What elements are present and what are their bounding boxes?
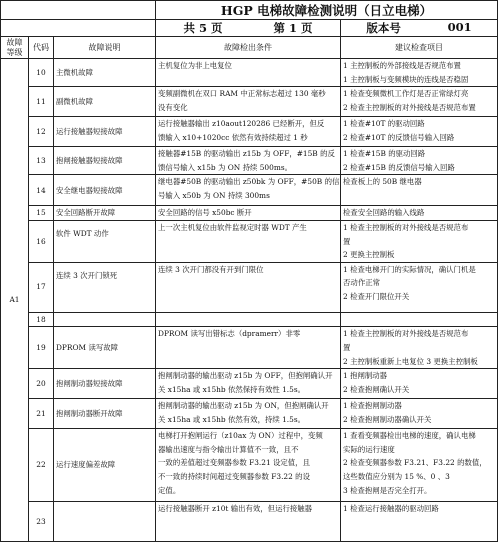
fault-condition bbox=[156, 175, 341, 206]
condition-line: 一致的差值超过变频器参数 F3.21 设定值，且 bbox=[158, 458, 310, 468]
suggestion-line: 1 抱闸制动器 bbox=[343, 371, 388, 381]
suggestion-line: 1 检查变频微机工作灯是否正常绿灯亮 bbox=[343, 89, 469, 99]
fault-suggestion bbox=[341, 175, 498, 206]
fault-rows bbox=[1, 59, 498, 542]
condition-line: 抱闸制动器的输出驱动 z15b 为 OFF，但抱闸确认开 bbox=[158, 371, 333, 381]
version-number: 001 bbox=[447, 20, 472, 34]
fault-condition bbox=[156, 502, 341, 542]
suggestion-line: 2 主控制板重新上电复位 3 更换主控制板 bbox=[343, 356, 478, 366]
condition-line: 接触器#15B 的驱动输出 z15b 为 OFF，#15B 的反 bbox=[158, 149, 335, 159]
suggestion-line: 2 检查#15B 的反馈信号输入回路 bbox=[343, 162, 455, 172]
suggestion-line: 1 主控制板的外部接线是否规范布置 bbox=[343, 61, 461, 70]
fault-suggestion bbox=[341, 262, 498, 312]
fault-row bbox=[1, 327, 498, 369]
condition-line: 关 x15ha 或 x15hb 依然有效，持续 1.5s。 bbox=[158, 414, 306, 424]
suggestion-line: 实际的运行速度 bbox=[343, 444, 395, 454]
condition-line: 没有变化 bbox=[158, 102, 188, 112]
condition-line: 馈信号输入 x15b 为 ON 持续 500ms。 bbox=[158, 162, 293, 172]
suggestion-line: 置 bbox=[343, 342, 351, 352]
condition-line: 不一致的持续时间超过变频器参数 F3.22 的设 bbox=[158, 471, 310, 481]
condition-line: 运行接触器断开 z10t 输出有效，但运行接触器 bbox=[158, 504, 313, 514]
fault-suggestion bbox=[341, 117, 498, 147]
condition-line: 定值。 bbox=[158, 485, 181, 495]
suggestion-line: 1 检查运行接触器的驱动回路 bbox=[343, 504, 439, 514]
fault-code: 17 bbox=[29, 262, 54, 312]
fault-suggestion bbox=[341, 369, 498, 399]
fault-code: 19 bbox=[29, 327, 54, 369]
fault-row bbox=[1, 206, 498, 221]
fault-row bbox=[1, 312, 498, 327]
fault-code: 15 bbox=[29, 206, 54, 221]
fault-code: 13 bbox=[29, 147, 54, 175]
fault-name: DPROM 读写故障 bbox=[54, 327, 156, 369]
suggestion-line: 2 检查开门限位开关 bbox=[343, 291, 410, 301]
suggestion-line: 1 检查#15B 的驱动回路 bbox=[343, 149, 426, 159]
fault-condition bbox=[156, 220, 341, 262]
fault-condition bbox=[156, 399, 341, 429]
fault-suggestion bbox=[341, 399, 498, 429]
col-condition: 故障检出条件 bbox=[156, 37, 341, 59]
fault-condition bbox=[156, 147, 341, 175]
fault-name: 抱闸接触器短接故障 bbox=[54, 147, 156, 175]
header-version bbox=[341, 20, 498, 37]
fault-suggestion bbox=[341, 327, 498, 369]
condition-line: 电梯打开抱闸运行（z10ax 为 ON）过程中，变频 bbox=[158, 431, 323, 441]
suggestion-line: 2 检查主控制板的对外接线是否规范布置 bbox=[343, 102, 476, 112]
suggestion-line: 1 检查抱闸制动器 bbox=[343, 401, 402, 411]
suggestion-line: 2 检查抱闸确认开关 bbox=[343, 384, 410, 394]
header-page-info bbox=[156, 20, 341, 37]
fault-name: 软件 WDT 动作 bbox=[54, 220, 156, 262]
fault-code: 14 bbox=[29, 175, 54, 206]
fault-level-cell: A1 bbox=[1, 59, 29, 542]
fault-code: 18 bbox=[29, 312, 54, 327]
fault-row bbox=[1, 175, 498, 206]
suggestion-line: 置 bbox=[343, 236, 351, 246]
condition-line: 号输入 x50b 为 ON 持续 300ms bbox=[158, 190, 270, 200]
suggestion-line: 2 更换主控制板 bbox=[343, 250, 395, 260]
fault-condition bbox=[156, 59, 341, 87]
fault-condition bbox=[156, 117, 341, 147]
fault-suggestion bbox=[341, 59, 498, 87]
fault-row bbox=[1, 220, 498, 262]
fault-name: 副微机故障 bbox=[54, 87, 156, 117]
fault-row bbox=[1, 429, 498, 502]
fault-name: 抱闸制动器短接故障 bbox=[54, 369, 156, 399]
fault-row bbox=[1, 147, 498, 175]
fault-name: 运行速度偏差故障 bbox=[54, 429, 156, 502]
col-level: 故障等级 bbox=[1, 37, 29, 59]
fault-code: 20 bbox=[29, 369, 54, 399]
fault-row bbox=[1, 262, 498, 312]
condition-line: 连续 3 次开门都没有开到门限位 bbox=[158, 264, 264, 274]
col-suggestion: 建议检查项目 bbox=[341, 37, 498, 59]
fault-code: 16 bbox=[29, 220, 54, 262]
fault-row bbox=[1, 87, 498, 117]
condition-line: 主机复位为非上电复位 bbox=[158, 61, 232, 70]
suggestion-line: 1 主控制板与变频模块的连线是否稳固 bbox=[343, 74, 469, 84]
condition-line: 运行接触器输出 z10aout120286 已经断开，但反 bbox=[158, 119, 325, 129]
fault-suggestion bbox=[341, 502, 498, 542]
fault-name: 安全继电器短接故障 bbox=[54, 175, 156, 206]
fault-condition bbox=[156, 327, 341, 369]
suggestion-line: 1 检查主控制板的对外接线是否规范布 bbox=[343, 329, 469, 339]
fault-condition bbox=[156, 369, 341, 399]
suggestion-line: 2 检查#10T 的反馈信号输入回路 bbox=[343, 132, 455, 142]
condition-line: 器输出速度与指令输出计算值不一致，且不 bbox=[158, 444, 299, 454]
version-label: 版本号 bbox=[366, 21, 401, 35]
current-page: 第 1 页 bbox=[273, 21, 313, 35]
fault-name: 运行接触器短接故障 bbox=[54, 117, 156, 147]
fault-suggestion bbox=[341, 429, 498, 502]
condition-line: 安全回路的信号 x50bc 断开 bbox=[158, 208, 252, 218]
fault-row bbox=[1, 399, 498, 429]
suggestion-line: 这些数值应分别为 15 %、0 、3 bbox=[343, 471, 450, 481]
fault-name bbox=[54, 502, 156, 542]
condition-line: 变频副微机在双口 RAM 中正常标志超过 130 毫秒 bbox=[158, 89, 326, 99]
fault-name bbox=[54, 312, 156, 327]
condition-line: 上一次主机复位由软件监视定时器 WDT 产生 bbox=[158, 222, 307, 232]
suggestion-line: 1 查看变频器检出电梯的速度，确认电梯 bbox=[343, 431, 476, 441]
col-code: 代码 bbox=[29, 37, 54, 59]
fault-name: 抱闸制动器断开故障 bbox=[54, 399, 156, 429]
condition-line: 关 x15ha 或 x15hb 依然保持有效性 1.5s。 bbox=[158, 384, 306, 394]
condition-line: 馈输入 x10+1020cc 依然有效持续超过 1 秒 bbox=[158, 132, 308, 142]
fault-suggestion bbox=[341, 220, 498, 262]
fault-suggestion bbox=[341, 147, 498, 175]
col-name: 故障说明 bbox=[54, 37, 156, 59]
fault-condition bbox=[156, 312, 341, 327]
suggestion-line: 3 检查抱闸是否完全打开。 bbox=[343, 485, 432, 495]
fault-row bbox=[1, 117, 498, 147]
suggestion-line: 检查安全回路的输入线路 bbox=[343, 208, 425, 218]
fault-suggestion bbox=[341, 312, 498, 327]
condition-line: 抱闸制动器的输出驱动 z15b 为 ON，但抱闸确认开 bbox=[158, 401, 329, 411]
fault-condition bbox=[156, 87, 341, 117]
fault-row bbox=[1, 502, 498, 542]
condition-line: DPROM 读写出错标志（dpramerr）非零 bbox=[158, 329, 301, 339]
fault-code: 23 bbox=[29, 502, 54, 542]
fault-code: 11 bbox=[29, 87, 54, 117]
suggestion-line: 检查板上的 50B 继电器 bbox=[343, 177, 422, 187]
fault-name: 连续 3 次开门锁死 bbox=[54, 262, 156, 312]
fault-condition bbox=[156, 262, 341, 312]
fault-code: 21 bbox=[29, 399, 54, 429]
header-blank-left bbox=[1, 1, 156, 20]
fault-code: 12 bbox=[29, 117, 54, 147]
suggestion-line: 1 检查电梯开门的实际情况，确认门机是 bbox=[343, 264, 476, 274]
fault-code: 22 bbox=[29, 429, 54, 502]
fault-name: 主微机故障 bbox=[54, 59, 156, 87]
fault-row bbox=[1, 369, 498, 399]
fault-condition bbox=[156, 429, 341, 502]
fault-row bbox=[1, 59, 498, 87]
total-pages: 共 5 页 bbox=[183, 21, 223, 35]
document-title: HGP 电梯故障检测说明（日立电梯） bbox=[156, 1, 498, 20]
fault-code: 10 bbox=[29, 59, 54, 87]
suggestion-line: 2 检查变频器参数 F3.21、F3.22 的数值， bbox=[343, 458, 487, 468]
fault-suggestion bbox=[341, 206, 498, 221]
suggestion-line: 1 检查#10T 的驱动回路 bbox=[343, 119, 425, 129]
header-blank-left-2 bbox=[1, 20, 156, 37]
suggestion-line: 1 检查主控制板的对外接线是否规范布 bbox=[343, 222, 469, 232]
fault-suggestion bbox=[341, 87, 498, 117]
fault-condition bbox=[156, 206, 341, 221]
suggestion-line: 否动作正常 bbox=[343, 278, 380, 288]
suggestion-line: 2 检查抱闸制动器确认开关 bbox=[343, 414, 432, 424]
condition-line: 继电器#50B 的驱动输出 z50bk 为 OFF，#50B 的信 bbox=[158, 177, 340, 187]
fault-name: 安全回路断开故障 bbox=[54, 206, 156, 221]
